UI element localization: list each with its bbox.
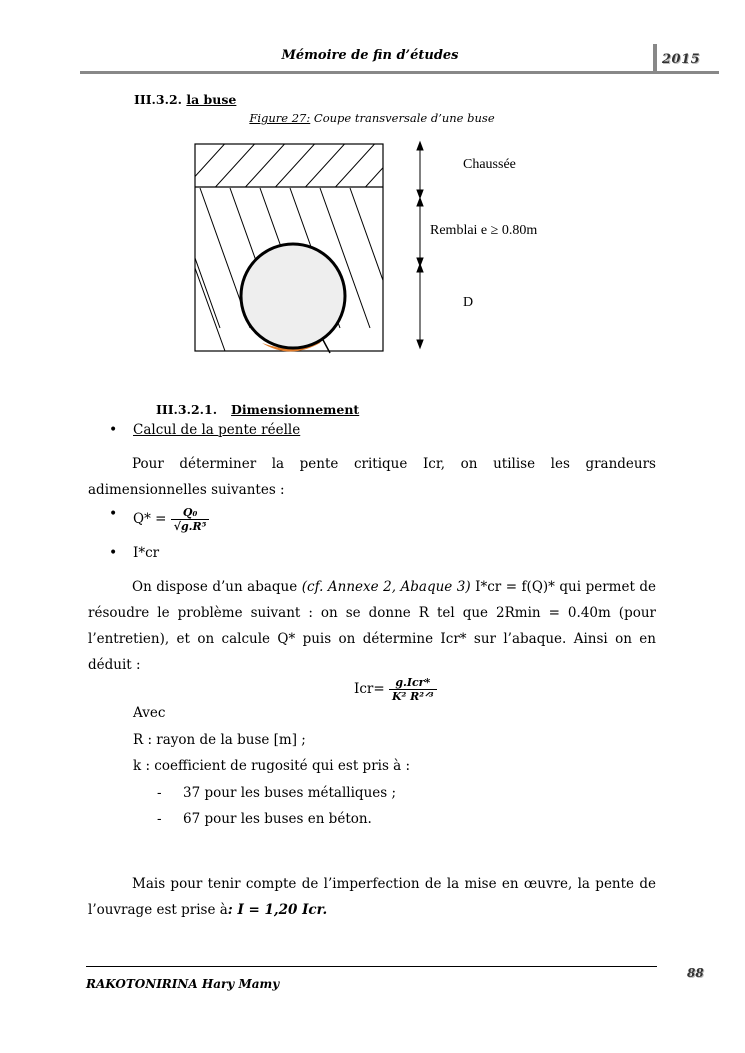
paragraph-abaque	[88, 574, 656, 678]
q-fraction	[171, 506, 210, 533]
bullet-calcul-pente: • Calcul de la pente réelle	[133, 422, 300, 438]
final-slope-formula: : I = 1,20 Icr.	[227, 902, 328, 918]
footer-author: RAKOTONIRINA Hary Mamy	[86, 977, 280, 991]
avec-label: Avec	[133, 705, 166, 721]
figure-caption-label: Figure 27:	[249, 111, 311, 125]
subsection-number: III.3.2.1.	[156, 402, 218, 417]
paragraph-imperfection-text: Mais pour tenir compte de l’imperfection de la mise en œuvre, la pente de l’ouvrage est prise à	[88, 876, 656, 918]
section-heading	[134, 92, 236, 107]
icr-label: Icr=	[354, 681, 389, 697]
definition-k: k : coefficient de rugosité qui est pris à :	[133, 758, 411, 774]
annex-reference: (cf. Annexe 2, Abaque 3)	[301, 579, 471, 595]
bullet-icr: • I*cr	[133, 545, 159, 561]
dash-item-2: - 67 pour les buses en béton.	[157, 811, 372, 827]
icr-numerator: g.Icr*	[389, 676, 437, 690]
q-label: Q* =	[133, 511, 171, 527]
footer-page-number: 88	[687, 966, 704, 980]
k-value-concrete: 67 pour les buses en béton.	[183, 811, 372, 827]
header-rule	[80, 71, 655, 74]
header-rule-right	[657, 71, 719, 74]
header-year: 2015	[662, 52, 701, 67]
subsection-title: Dimensionnement	[231, 402, 360, 417]
paragraph-abaque-a: On dispose d’un abaque	[132, 579, 302, 595]
figure-caption-text: Coupe transversale d’une buse	[310, 111, 495, 125]
paragraph-intro: Pour déterminer la pente critique Icr, on utilise les grandeurs adimensionnelles suivantes :	[88, 456, 656, 498]
header-title: Mémoire de fin d’études	[281, 48, 459, 63]
dash-item-1: - 37 pour les buses métalliques ;	[157, 785, 397, 801]
q-numerator: Q₀	[171, 506, 210, 520]
bullet-q-formula	[133, 506, 209, 533]
figure-caption	[200, 111, 544, 125]
dimension-arrows	[417, 142, 423, 348]
footer-rule	[86, 966, 657, 967]
icr-fraction	[389, 676, 437, 703]
culvert-cross-section-figure	[190, 138, 560, 360]
paragraph-imperfection	[88, 871, 656, 923]
paragraph-abaque-b: I*cr = f(Q)* qui permet de résoudre le problème suivant : on se donne R tel que 2Rmin = 0.40m (pour l’entretien), et on calcule Q* puis on détermine Icr* sur l’abaque. Ainsi on en déduit :	[88, 579, 657, 673]
q-denominator: √g.R⁵	[173, 520, 207, 533]
road-hatching	[190, 138, 410, 193]
label-chaussee: Chaussée	[463, 157, 516, 172]
k-value-metal: 37 pour les buses métalliques ;	[183, 785, 397, 801]
section-title: la buse	[186, 92, 237, 107]
header-divider	[653, 44, 657, 74]
icr-formula	[354, 676, 437, 703]
icr-denominator: K² R²ᐟ³	[391, 690, 434, 703]
section-number: III.3.2.	[134, 92, 182, 107]
label-remblai: Remblai e ≥ 0.80m	[430, 223, 538, 238]
definition-r: R : rayon de la buse [m] ;	[133, 732, 306, 748]
subsection-heading	[156, 402, 359, 417]
label-diameter: D	[463, 295, 474, 310]
pipe-circle	[241, 244, 345, 348]
